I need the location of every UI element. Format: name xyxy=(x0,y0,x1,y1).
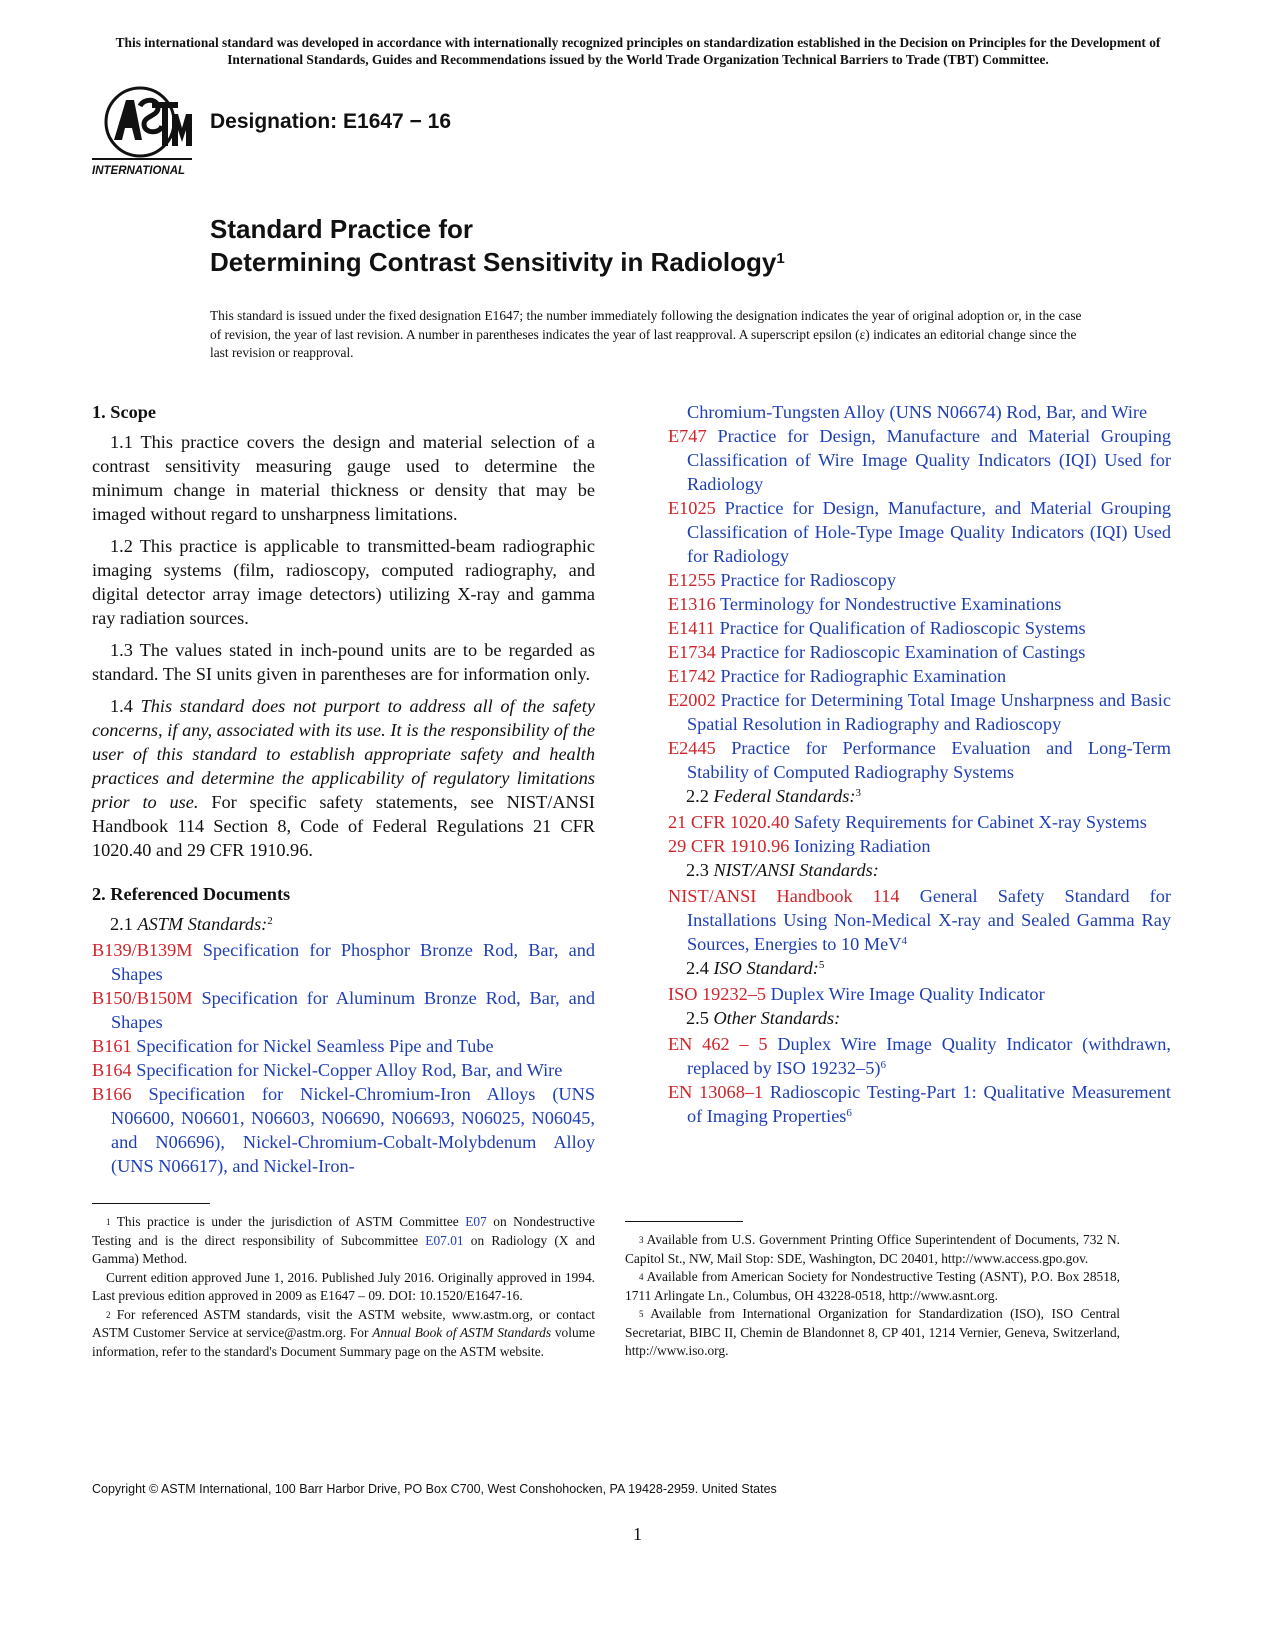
footnote-1: $^1$ This practice is under the jurisdiction of ASTM Committee E07 on Nondestructive Testing and is the direct responsibility of Subcommittee E07.01 on Radiology (X and Gamma) Method. xyxy=(92,1214,596,1266)
other-standards-label: 2.5 Other Standards: xyxy=(686,1008,841,1028)
logo-text: INTERNATIONAL xyxy=(92,165,186,177)
copyright: Copyright © ASTM International, 100 Barr Harbor Drive, PO Box C700, West Conshohocken, PA 19428-2959. United States xyxy=(92,1482,777,1496)
document-title xyxy=(210,213,785,279)
ref-item[interactable]: B161 Specification for Nickel Seamless Pipe and Tube xyxy=(92,1036,494,1056)
ref-item[interactable]: ISO 19232–5 Duplex Wire Image Quality Indicator xyxy=(668,984,1045,1004)
ref-item[interactable]: B139/B139M Specification for Phosphor Bronze Rod, Bar, and Shapes xyxy=(92,940,595,984)
ref-item[interactable]: B166 Specification for Nickel-Chromium-Iron Alloys (UNS N06600, N06601, N06603, N06690, N06693, N06025, N06045, and N06696), Nickel-Chromium-Cobalt-Molybdenum Alloy (UNS N06617), and Nickel-Iron- xyxy=(92,1084,595,1176)
ref-item[interactable]: B164 Specification for Nickel-Copper Alloy Rod, Bar, and Wire xyxy=(92,1060,563,1080)
left-column xyxy=(92,400,595,1178)
nist-standards-label: 2.3 NIST/ANSI Standards: xyxy=(686,860,879,880)
ref-item[interactable]: E747 Practice for Design, Manufacture and Material Grouping Classification of Wire Image Quality Indicators (IQI) Used for Radiology xyxy=(668,426,1171,494)
footnote-1-edition: Current edition approved June 1, 2016. Published July 2016. Originally approved in 1994. Last previous edition approved in 2009 as E1647 – 09. DOI: 10.1520/E1647-16. xyxy=(92,1269,595,1303)
astm-standards-label: 2.1 ASTM Standards:$^2$ xyxy=(110,914,273,934)
astm-logo xyxy=(92,84,202,184)
scope-1-4-italic: This standard does not purport to address all of the safety concerns, if any, associated with its use. It is the responsibility of the user of this standard to establish appropriate safety and health practices and determine the applicability of regulatory limitations prior to use. xyxy=(92,696,595,812)
ref-item[interactable]: E1316 Terminology for Nondestructive Examinations xyxy=(668,594,1062,614)
iso-standard-label: 2.4 ISO Standard:$^5$ xyxy=(686,958,825,978)
ref-item[interactable]: B150/B150M Specification for Aluminum Bronze Rod, Bar, and Shapes xyxy=(92,988,595,1032)
footnote-rule-right xyxy=(625,1221,743,1222)
scope-1-1: 1.1 This practice covers the design and material selection of a contrast sensitivity measuring gauge used to determine the minimum change in material thickness or density that may be imaged without regard to unsharpness limitations. xyxy=(92,432,595,524)
footnotes-right xyxy=(625,1231,1120,1361)
title-text: Determining Contrast Sensitivity in Radiology xyxy=(210,247,777,277)
ref-item[interactable]: E1411 Practice for Qualification of Radioscopic Systems xyxy=(668,618,1086,638)
footnote-2: $^2$ For referenced ASTM standards, visit the ASTM website, www.astm.org, or contact ASTM Customer Service at service@astm.org. For Annual Book of ASTM Standards volume information, refer to the standard's Document Summary page on the ASTM website. xyxy=(92,1306,596,1359)
right-column xyxy=(668,400,1171,1128)
scope-1-2: 1.2 This practice is applicable to transmitted-beam radiographic imaging systems (film, radioscopy, computed radiography, and digital detector array image detectors) utilizing X-ray and gamma ray radiation sources. xyxy=(92,536,595,628)
footnote-rule-left xyxy=(92,1203,210,1204)
ref-item[interactable]: E2002 Practice for Determining Total Image Unsharpness and Basic Spatial Resolution in Radiography and Radioscopy xyxy=(668,690,1171,734)
ref-item[interactable]: E1255 Practice for Radioscopy xyxy=(668,570,896,590)
refdocs-heading: 2. Referenced Documents xyxy=(92,884,291,904)
footnotes-left xyxy=(92,1213,595,1361)
issuance-statement: This standard is issued under the fixed designation E1647; the number immediately following the designation indicates the year of original adoption or, in the case of revision, the year of last revision. A number in parentheses indicates the year of last reapproval. A superscript epsilon (ε) indicates an editorial change since the last revision or reapproval. xyxy=(210,308,1082,360)
designation: Designation: E1647 − 16 xyxy=(210,110,452,133)
scope-1-4-num: 1.4 xyxy=(110,696,133,716)
scope-1-4 xyxy=(92,694,595,862)
ref-item[interactable]: 29 CFR 1910.96 Ionizing Radiation xyxy=(668,836,931,856)
ref-continuation[interactable]: Chromium-Tungsten Alloy (UNS N06674) Rod, Bar, and Wire xyxy=(687,402,1148,422)
ref-item[interactable]: NIST/ANSI Handbook 114 General Safety Standard for Installations Using Non-Medical X-ray and Sealed Gamma Ray Sources, Energies to 10 MeV$^4$ xyxy=(668,886,1172,954)
ref-item[interactable]: 21 CFR 1020.40 Safety Requirements for Cabinet X-ray Systems xyxy=(668,812,1147,832)
ref-item[interactable]: EN 13068–1 Radioscopic Testing-Part 1: Qualitative Measurement of Imaging Properties$^6$ xyxy=(668,1082,1171,1126)
scope-1-3: 1.3 The values stated in inch-pound units are to be regarded as standard. The SI units given in parentheses are for information only. xyxy=(92,640,595,684)
wto-notice: This international standard was developed in accordance with internationally recognized principles on standardization established in the Decision on Principles for the Development of International Standards, Guides and Recommendations issued by the World Trade Organization Technical Barriers to Trade (TBT) Committee. xyxy=(115,35,1161,67)
footnote-4: $^4$ Available from American Society for Nondestructive Testing (ASNT), P.O. Box 28518, 1711 Arlingate Ln., Columbus, OH 43228-0518, http://www.asnt.org. xyxy=(625,1269,1120,1303)
astm-logo-icon xyxy=(92,84,202,184)
ref-item[interactable]: EN 462 – 5 Duplex Wire Image Quality Indicator (withdrawn, replaced by ISO 19232–5)$^6$ xyxy=(668,1034,1171,1078)
committee-link[interactable]: E07 xyxy=(465,1214,487,1229)
title-line-2 xyxy=(210,246,785,279)
subcommittee-link[interactable]: E07.01 xyxy=(425,1232,464,1248)
footnote-5: $^5$ Available from International Organization for Standardization (ISO), ISO Central Secretariat, BIBC II, Chemin de Blandonnet 8, CP 401, 1214 Vernier, Geneva, Switzerland, http://www.iso.org. xyxy=(625,1306,1120,1358)
federal-standards-label: 2.2 Federal Standards:$^3$ xyxy=(686,786,861,806)
ref-item[interactable]: E2445 Practice for Performance Evaluation and Long-Term Stability of Computed Radiography Systems xyxy=(668,738,1171,782)
astm-ref-list xyxy=(92,938,595,1178)
ref-item[interactable]: E1025 Practice for Design, Manufacture, and Material Grouping Classification of Hole-Type Image Quality Indicators (IQI) Used for Radiology xyxy=(668,498,1171,566)
title-footnote-mark: 1 xyxy=(776,250,785,267)
page-number: 1 xyxy=(633,1524,642,1544)
astm-ref-list-2 xyxy=(668,424,1171,784)
scope-heading: 1. Scope xyxy=(92,402,156,422)
ref-item[interactable]: E1734 Practice for Radioscopic Examination of Castings xyxy=(668,642,1086,662)
footnote-3: $^3$ Available from U.S. Government Printing Office Superintendent of Documents, 732 N. Capitol St., NW, Mail Stop: SDE, Washington, DC 20401, http://www.access.gpo.gov. xyxy=(625,1232,1120,1266)
ref-item[interactable]: E1742 Practice for Radiographic Examination xyxy=(668,666,1007,686)
title-line-1: Standard Practice for xyxy=(210,214,473,244)
scope-1-4-rest: For specific safety statements, see NIST/ANSI Handbook 114 Section 8, Code of Federal Regulations 21 CFR 1020.40 and 29 CFR 1910.96. xyxy=(92,792,596,860)
